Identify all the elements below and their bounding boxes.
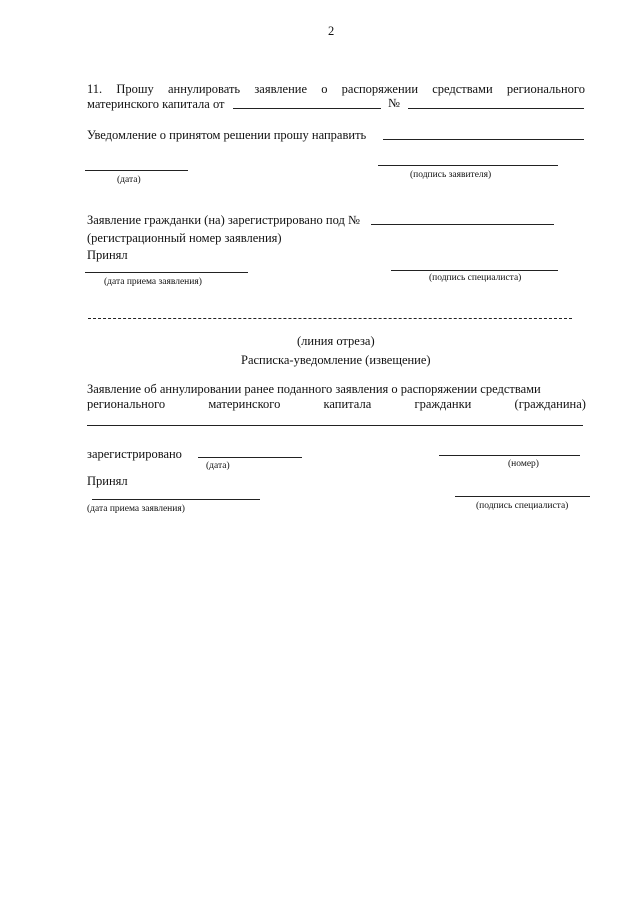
specialist-signature-caption: (подпись специалиста): [429, 273, 522, 283]
receipt-accepted-label: Принял: [87, 474, 128, 488]
number-sign: №: [388, 96, 400, 110]
page-number: 2: [328, 24, 335, 38]
receipt-date-caption: (дата): [206, 461, 230, 471]
notification-label: Уведомление о принятом решении прошу направить: [87, 128, 367, 142]
registration-number-line[interactable]: [371, 224, 554, 225]
notification-field-line[interactable]: [383, 139, 584, 140]
receipt-name-line[interactable]: [87, 425, 583, 426]
receipt-line-1: Заявление об аннулировании ранее поданного заявления о распоряжении средствами: [87, 382, 541, 396]
receipt-number-caption: (номер): [508, 459, 539, 469]
word: регионального: [506, 82, 585, 96]
cut-line: [88, 318, 572, 319]
receipt-title: Расписка-уведомление (извещение): [241, 353, 431, 367]
word: аннулировать: [167, 82, 241, 96]
applicant-signature-caption: (подпись заявителя): [410, 170, 492, 180]
accept-date-caption: (дата приема заявления): [104, 277, 202, 287]
item-11-line-1: [87, 82, 585, 97]
registration-number-caption: (регистрационный номер заявления): [87, 231, 282, 245]
applicant-signature-line[interactable]: [378, 165, 558, 166]
specialist-signature-line[interactable]: [391, 270, 558, 271]
word: Прошу: [116, 82, 154, 96]
accept-date-line[interactable]: [85, 272, 248, 273]
receipt-date-line[interactable]: [198, 457, 302, 458]
receipt-specialist-signature-line[interactable]: [455, 496, 590, 497]
cut-line-caption: (линия отреза): [297, 334, 375, 348]
receipt-signature-caption: (подпись специалиста): [476, 501, 569, 511]
word: средствами: [432, 82, 493, 96]
applicant-date-line[interactable]: [85, 170, 188, 171]
word: заявление: [254, 82, 308, 96]
receipt-number-line[interactable]: [439, 455, 580, 456]
item-11-line-2-label: материнского капитала от: [87, 97, 225, 111]
receipt-accept-date-line[interactable]: [92, 499, 260, 500]
word: о: [321, 82, 328, 96]
registered-label: зарегистрировано: [87, 447, 182, 461]
date-field-line[interactable]: [233, 108, 381, 109]
word: (гражданина): [514, 397, 586, 411]
word: материнского: [208, 397, 281, 411]
word: регионального: [87, 397, 166, 411]
date-caption: (дата): [117, 175, 141, 185]
number-field-line[interactable]: [408, 108, 584, 109]
word: капитала: [323, 397, 372, 411]
receipt-line-2: [87, 397, 586, 412]
receipt-accept-date-caption: (дата приема заявления): [87, 504, 185, 514]
word: гражданки: [414, 397, 472, 411]
word: распоряжении: [341, 82, 419, 96]
word: 11.: [87, 82, 103, 96]
accepted-label: Принял: [87, 248, 128, 262]
registration-label: Заявление гражданки (на) зарегистрировано под №: [87, 213, 360, 227]
